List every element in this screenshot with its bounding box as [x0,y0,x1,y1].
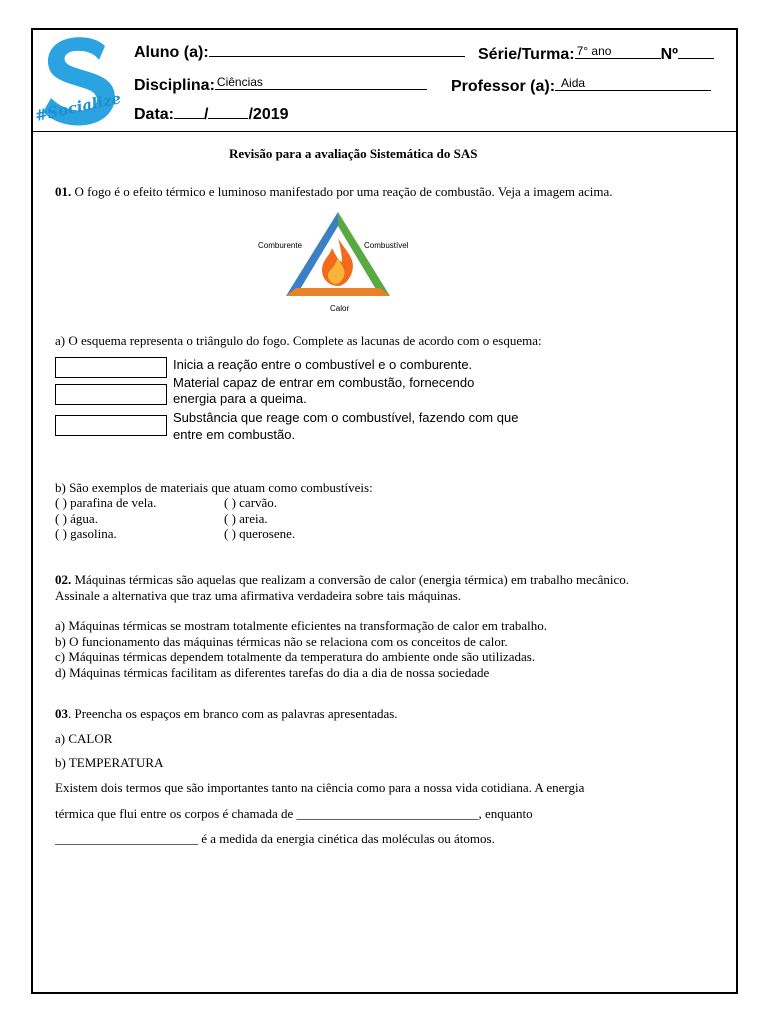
option-carvao[interactable]: ( ) carvão. [224,495,278,510]
option-agua[interactable]: ( ) água. [55,511,98,526]
label-calor: Calor [330,304,350,313]
q1-text: 01. O fogo é o efeito térmico e luminoso manifestado por uma reação de combustão. Veja a imagem acima. [55,184,613,199]
option-areia[interactable]: ( ) areia. [224,511,268,526]
label-combustivel: Combustível [364,241,409,250]
definition-2-line1: Material capaz de entrar em combustão, fornecendo [173,375,475,390]
page-title: Revisão para a avaliação Sistemática do SAS [229,146,478,161]
answer-box-1[interactable] [55,357,167,378]
q3-paragraph-3[interactable]: ______________________ é a medida da energia cinética das moléculas ou átomos. [55,831,495,846]
professor-line[interactable] [555,76,711,91]
data-field: Data: / /2019 [134,106,289,123]
logo [35,32,123,130]
professor-field: Professor (a): Aida [451,76,711,96]
option-gasolina[interactable]: ( ) gasolina. [55,526,117,541]
serie-field: Série/Turma: 7° ano Nº [478,44,714,64]
fire-triangle [256,208,420,316]
q1-part-a: a) O esquema representa o triângulo do fogo. Complete as lacunas de acordo com o esquema: [55,333,542,348]
serie-line[interactable] [575,44,661,59]
answer-box-3[interactable] [55,415,167,436]
data-day-line[interactable] [174,104,204,119]
numero-line[interactable] [678,44,714,59]
aluno-field: Aluno (a): [134,42,465,62]
q2-alt-c[interactable]: c) Máquinas térmicas dependem totalmente da temperatura do ambiente onde são utilizadas. [55,649,536,664]
q2-line1: 02. Máquinas térmicas são aquelas que realizam a conversão de calor (energia térmica) em trabalho mecânico. [55,572,630,587]
triangle-bottom-side [286,288,390,296]
option-parafina[interactable]: ( ) parafina de vela. [55,495,157,510]
q2-alt-d[interactable]: d) Máquinas térmicas facilitam as diferentes tarefas do dia a dia de nossa sociedade [55,665,490,680]
definition-3-line1: Substância que reage com o combustível, fazendo com que [173,410,519,425]
q2-alt-b[interactable]: b) O funcionamento das máquinas térmicas não se relaciona com os conceitos de calor. [55,634,508,649]
definition-1: Inicia a reação entre o combustível e o comburente. [173,357,473,372]
q2-alt-a[interactable]: a) Máquinas térmicas se mostram totalmente eficientes na transformação de calor em trabalho. [55,618,547,633]
header [33,30,736,132]
disciplina-value: Ciências [216,75,263,89]
q3-opt-b: b) TEMPERATURA [55,755,164,770]
data-month-line[interactable] [208,104,248,119]
q3-paragraph-2[interactable]: térmica que flui entre os corpos é chamada de ____________________________, enquanto [55,806,533,821]
q2-line2: Assinale a alternativa que traz uma afirmativa verdadeira sobre tais máquinas. [55,588,462,603]
definition-2-line2: energia para a queima. [173,391,307,406]
professor-value: Aida [561,76,586,90]
page-frame [31,28,738,994]
q3-text: 03. Preencha os espaços em branco com as palavras apresentadas. [55,706,398,721]
disciplina-field: Disciplina: Ciências [134,75,427,95]
q3-opt-a: a) CALOR [55,731,113,746]
serie-value: 7° ano [576,44,612,58]
disciplina-line[interactable] [215,75,427,90]
q3-paragraph-1: Existem dois termos que são importantes tanto na ciência como para a nossa vida cotidiana. A energia [55,780,585,795]
option-querosene[interactable]: ( ) querosene. [224,526,296,541]
definition-3-line2: entre em combustão. [173,427,296,442]
label-comburente: Comburente [258,241,303,250]
aluno-line[interactable] [209,42,465,57]
logo-text: #Socialize [35,89,123,126]
q1-part-b: b) São exemplos de materiais que atuam como combustíveis: [55,480,373,495]
answer-box-2[interactable] [55,384,167,405]
